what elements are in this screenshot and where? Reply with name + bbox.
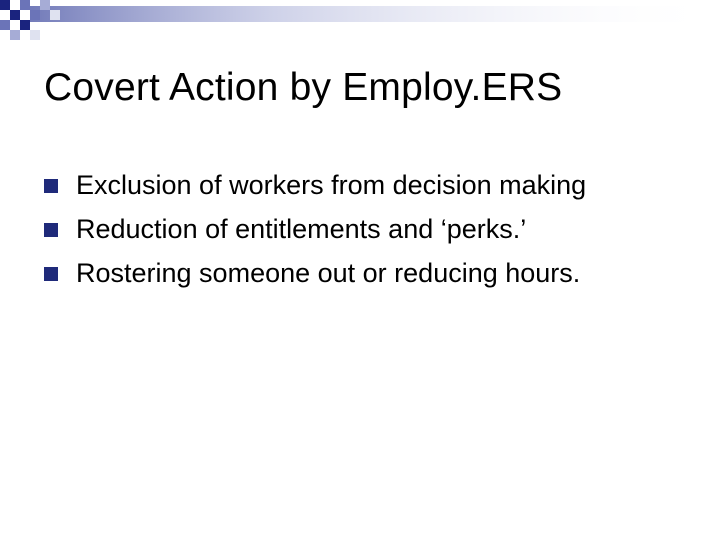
square-bullet-icon xyxy=(44,179,58,193)
list-item xyxy=(44,207,586,251)
list-item xyxy=(44,163,586,207)
square-bullet-icon xyxy=(44,223,58,237)
bullet-list xyxy=(44,163,586,295)
slide-title: Covert Action by Employ.ERS xyxy=(44,66,563,109)
bullet-text: Exclusion of workers from decision making xyxy=(76,169,587,200)
list-item xyxy=(44,251,586,295)
square-bullet-icon xyxy=(44,267,58,281)
checkered-banner-decoration xyxy=(0,0,720,40)
bullet-text: Reduction of entitlements and ‘perks.’ xyxy=(76,213,527,244)
bullet-text: Rostering someone out or reducing hours. xyxy=(76,257,581,288)
